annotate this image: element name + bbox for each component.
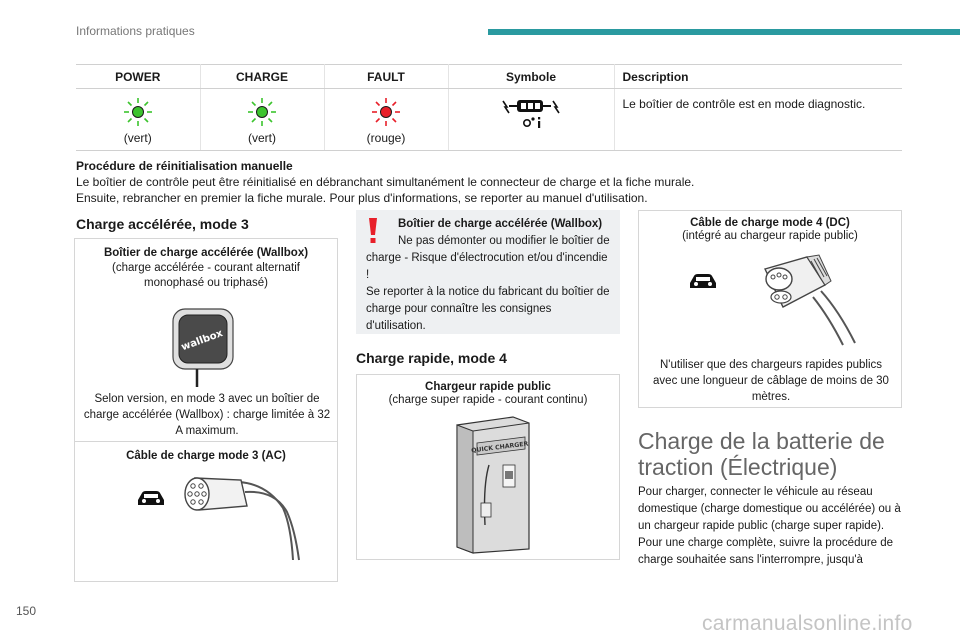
header-accent-bar	[488, 29, 960, 35]
reset-line-2: Ensuite, rebrancher en premier la fiche murale. Pour plus d'informations, se reporter au manuel d'utilisation.	[76, 191, 648, 205]
col-header-power: POWER	[76, 65, 200, 89]
description-cell: Le boîtier de contrôle est en mode diagnostic.	[614, 89, 902, 151]
watermark: carmanualsonline.info	[702, 612, 913, 635]
quick-charger-card-subtitle: (charge super rapide - courant continu)	[388, 394, 588, 406]
charge-led-label: (vert)	[248, 131, 276, 145]
wallbox-card-subtitle: (charge accélérée - courant alternatif monophasé ou triphasé)	[112, 262, 300, 289]
red-led-icon	[369, 97, 403, 127]
mode4-cable-card-subtitle: (intégré au chargeur rapide public)	[682, 230, 858, 242]
battery-para-2: Pour une charge complète, suivre la procédure de charge souhaitée sans l'interrompre, jusqu'à	[638, 537, 894, 566]
mode3-heading: Charge accélérée, mode 3	[76, 216, 249, 232]
mode4-cable-card-text: N'utiliser que des chargeurs rapides publics avec une longueur de câblage de moins de 30 mètres.	[653, 359, 889, 403]
fault-led-label: (rouge)	[366, 131, 406, 145]
quick-charger-sign: QUICK CHARGER	[470, 440, 529, 455]
section-header: Informations pratiques	[76, 24, 195, 38]
wallbox-logo-text: wallbox	[179, 328, 225, 354]
table-row	[76, 89, 902, 151]
page-number: 150	[16, 604, 37, 618]
wallbox-card-text: Selon version, en mode 3 avec un boîtier de charge accélérée (Wallbox) : charge limitée à 32 A maximum.	[83, 393, 331, 437]
wallbox-illustration	[167, 305, 247, 389]
mode4-cable-card	[638, 210, 902, 408]
symbol-cell	[448, 89, 614, 151]
quick-charger-card-title: Chargeur rapide public	[425, 381, 551, 393]
warning-text: Ne pas démonter ou modifier le boîtier de charge - Risque d'électrocution et/ou d'incendie ! Se reporter à la notice du fabricant du boîtier de charge pour connaître les consignes d'utilisation.	[366, 235, 610, 332]
charge-cell	[200, 89, 324, 151]
wallbox-card-title: Boîtier de charge accélérée (Wallbox)	[103, 247, 309, 259]
warning-title: Boîtier de charge accélérée (Wallbox)	[398, 218, 603, 230]
reset-line-1: Le boîtier de contrôle peut être réinitialisé en débranchant simultanément le connecteur de charge et la fiche murale.	[76, 175, 695, 189]
type2-connector-illustration	[175, 472, 305, 562]
power-cell	[76, 89, 200, 151]
warning-box	[356, 210, 620, 334]
fault-cell	[324, 89, 448, 151]
battery-charge-text	[638, 484, 902, 569]
wallbox-card	[74, 238, 338, 442]
green-led-icon	[245, 97, 279, 127]
power-led-label: (vert)	[123, 131, 152, 145]
mode4-heading: Charge rapide, mode 4	[356, 350, 507, 366]
mode3-cable-card-title: Câble de charge mode 3 (AC)	[126, 450, 286, 462]
warning-icon	[366, 218, 380, 244]
mode4-cable-card-title: Câble de charge mode 4 (DC)	[690, 217, 850, 229]
car-icon	[135, 488, 167, 508]
ccs-connector-illustration	[755, 251, 865, 347]
col-header-charge: CHARGE	[200, 65, 324, 89]
col-header-description: Description	[614, 65, 902, 89]
mode3-cable-card	[74, 442, 338, 582]
reset-procedure	[76, 158, 902, 206]
quick-charger-illustration	[443, 415, 543, 555]
green-led-icon	[121, 97, 155, 127]
diagnostic-symbol-icon	[499, 97, 563, 131]
col-header-symbol: Symbole	[448, 65, 614, 89]
battery-charge-title: Charge de la batterie de traction (Électrique)	[638, 428, 885, 480]
car-icon	[687, 271, 719, 291]
reset-title: Procédure de réinitialisation manuelle	[76, 159, 293, 173]
quick-charger-card	[356, 374, 620, 560]
battery-para-1: Pour charger, connecter le véhicule au réseau domestique (charge domestique ou accélérée) ou à un chargeur rapide public (charge super rapide).	[638, 486, 901, 532]
status-table	[76, 64, 902, 151]
col-header-fault: FAULT	[324, 65, 448, 89]
